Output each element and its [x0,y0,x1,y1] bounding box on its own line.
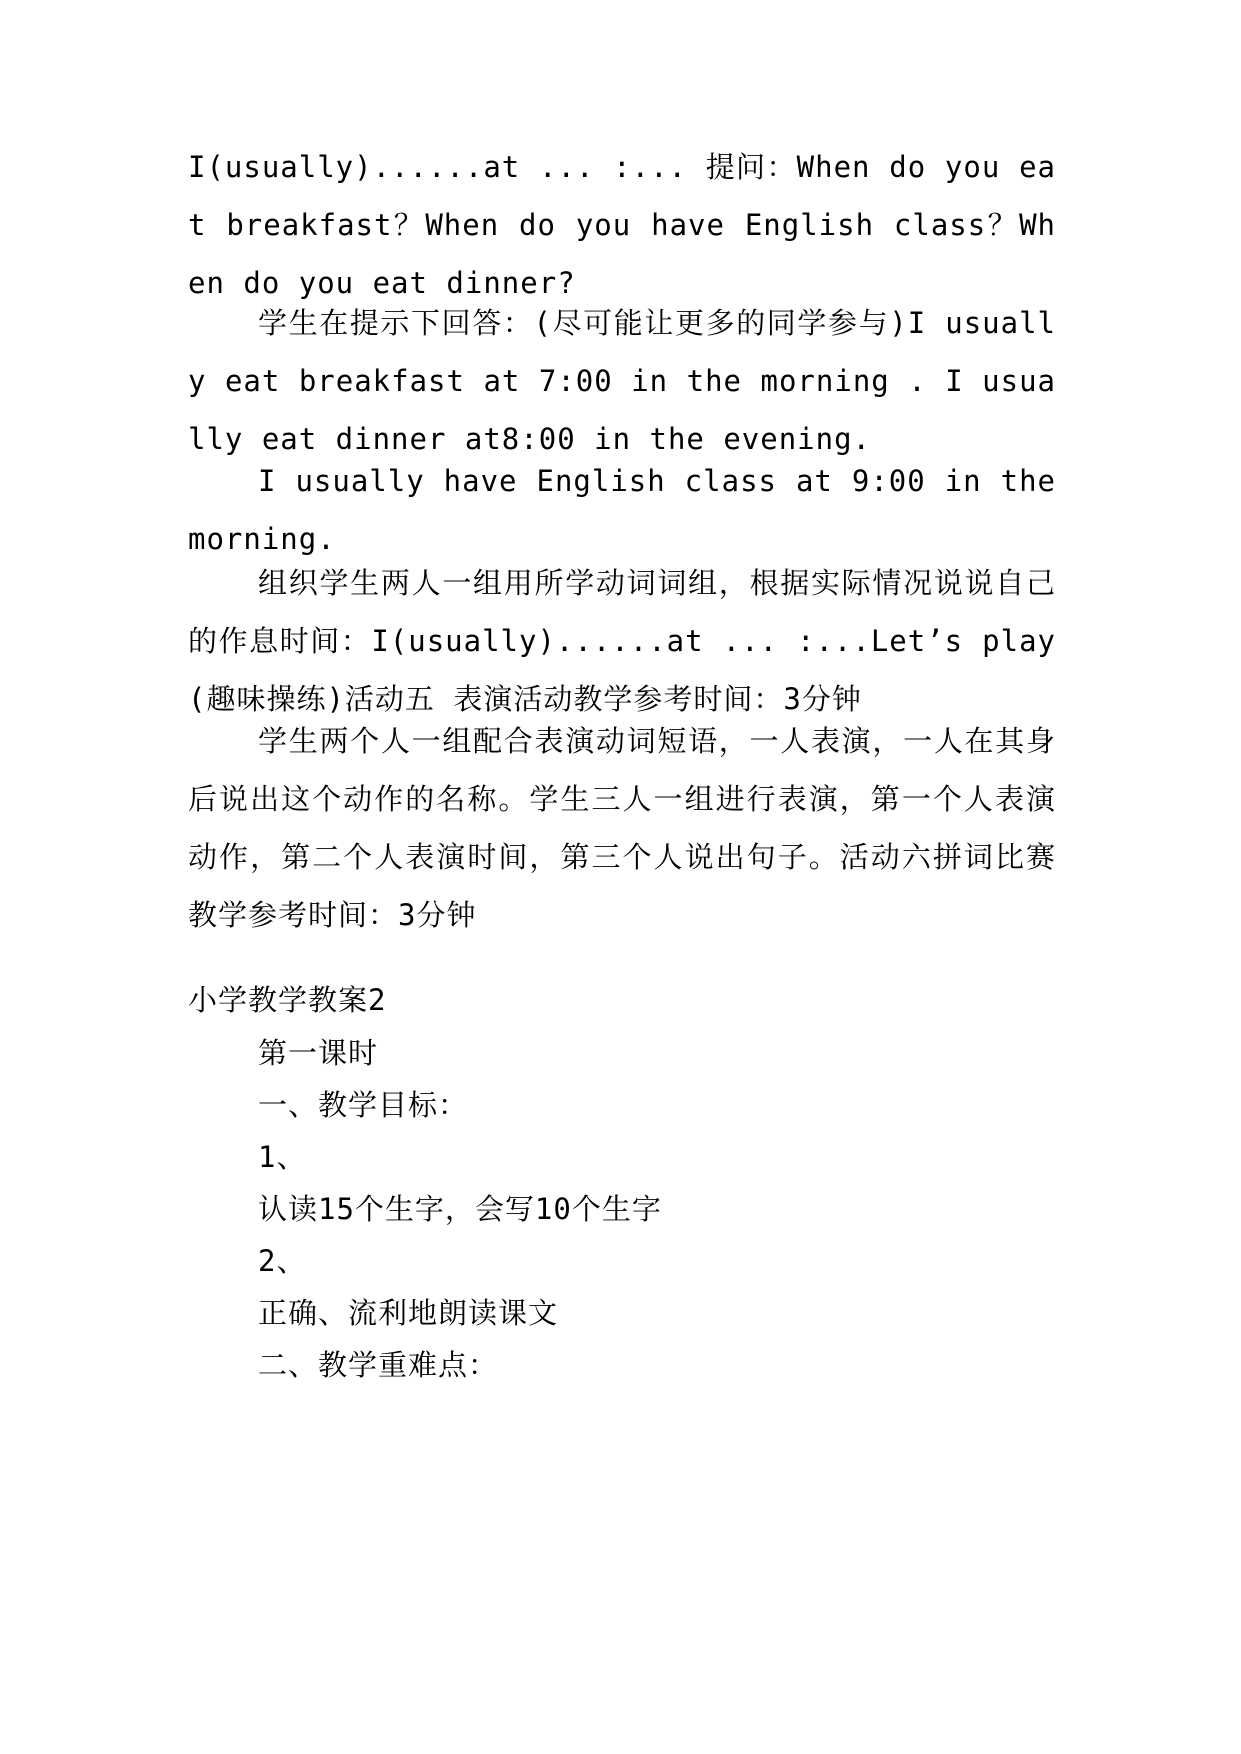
goal-2-number: 2、 [258,1244,307,1278]
goal-1-text: 认读15个生字，会写10个生字 [258,1192,662,1226]
paragraph-performance-activity: 学生两个人一组配合表演动词短语，一人表演，一人在其身后说出这个动作的名称。学生三人一组进行表演，第一个人表演动作，第二个人表演时间，第三个人说出句子。活动六拼词比赛教学参考时间：3分钟 [188,724,1056,932]
paragraph-question-prompt: I(usually)......at ... :... 提问：When do you eat breakfast？When do you have English class？When do you eat dinner? [188,150,1056,300]
goals-heading: 一、教学目标： [258,1088,469,1122]
paragraph-english-class: I usually have English class at 9:00 in the morning. [188,464,1056,556]
lesson-label: 第一课时 [258,1036,379,1070]
goal-2-text: 正确、流利地朗读课文 [258,1296,559,1330]
paragraph-student-answers: 学生在提示下回答：(尽可能让更多的同学参与)I usually eat breakfast at 7:00 in the morning . I usually eat dinner at8:00 in the evening. [188,306,1056,456]
section-title: 小学教学教案2 [188,983,387,1017]
paragraph-pair-activity: 组织学生两人一组用所学动词词组，根据实际情况说说自己的作息时间：I(usually)......at ... :...Let’s play (趣味操练)活动五 表演活动教学参考时间：3分钟 [188,566,1056,716]
goal-1-number: 1、 [258,1140,307,1174]
key-points-heading: 二、教学重难点： [258,1348,499,1382]
